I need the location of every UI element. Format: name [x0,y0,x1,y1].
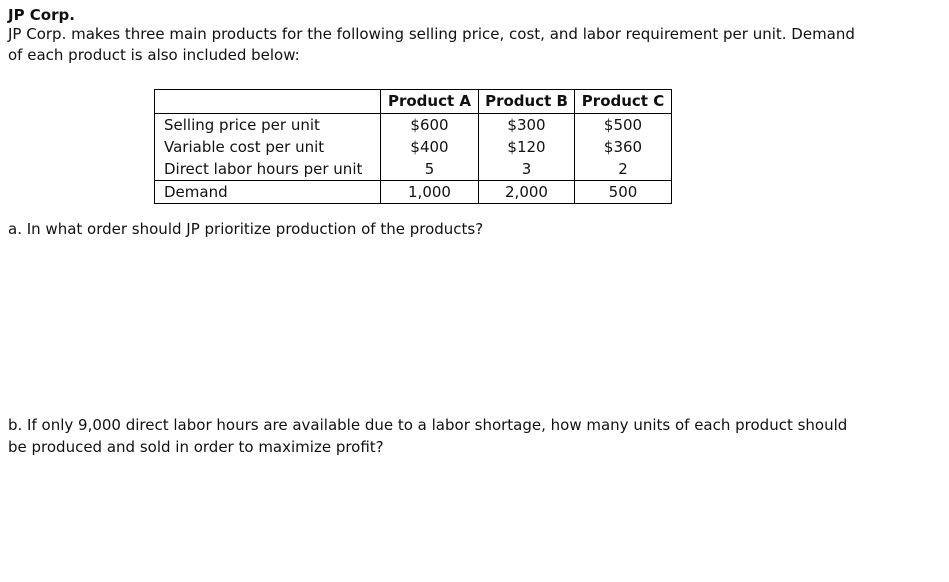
cell-demand-b: 2,000 [479,181,575,204]
intro-line-2: of each product is also included below: [8,46,300,64]
cell-labor-hours-c: 2 [575,158,672,181]
header-product-c: Product C [575,90,672,114]
company-title: JP Corp. [8,6,75,24]
question-b-line-1: b. If only 9,000 direct labor hours are available due to a labor shortage, how many units of each product should [8,416,848,434]
row-label-variable-cost: Variable cost per unit [155,136,381,158]
header-product-b: Product B [479,90,575,114]
intro-line-1: JP Corp. makes three main products for the following selling price, cost, and labor requirement per unit. Demand [8,25,855,43]
product-table [154,89,672,204]
row-label-labor-hours: Direct labor hours per unit [155,158,381,181]
cell-selling-price-a: $600 [381,114,479,137]
cell-variable-cost-a: $400 [381,136,479,158]
cell-demand-c: 500 [575,181,672,204]
row-label-selling-price: Selling price per unit [155,114,381,137]
cell-labor-hours-b: 3 [479,158,575,181]
row-label-demand: Demand [155,181,381,204]
question-b [8,414,928,458]
table-row [155,114,672,137]
cell-labor-hours-a: 5 [381,158,479,181]
table-row [155,158,672,181]
intro-paragraph [8,24,928,66]
question-b-line-2: be produced and sold in order to maximize profit? [8,438,384,456]
cell-variable-cost-b: $120 [479,136,575,158]
table-row [155,181,672,204]
cell-demand-a: 1,000 [381,181,479,204]
header-blank-cell [155,90,381,114]
table-header-row [155,90,672,114]
cell-selling-price-b: $300 [479,114,575,137]
question-a: a. In what order should JP prioritize production of the products? [8,220,484,238]
cell-selling-price-c: $500 [575,114,672,137]
header-product-a: Product A [381,90,479,114]
table-row [155,136,672,158]
cell-variable-cost-c: $360 [575,136,672,158]
